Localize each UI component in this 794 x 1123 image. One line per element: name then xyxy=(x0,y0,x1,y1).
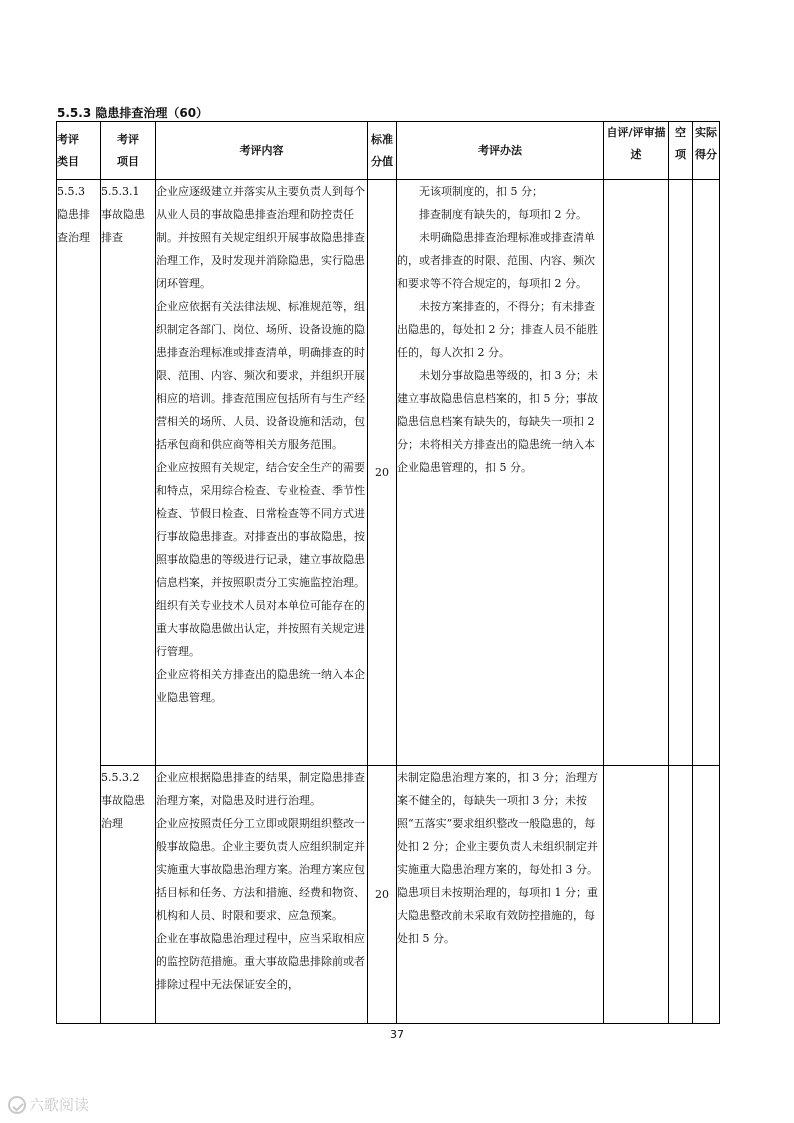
content-paragraph: 企业应根据隐患排查的结果，制定隐患排查治理方案，对隐患及时进行治理。 xyxy=(156,771,365,807)
content-cell xyxy=(156,180,368,766)
method-paragraph: 未按方案排查的，不得分；有未排查出隐患的，每处扣 2 分；排查人员不能胜任的，每人次扣 2 分。 xyxy=(397,300,598,359)
item-code: 5.5.3.2 xyxy=(101,771,140,784)
item-name: 事故隐患治理 xyxy=(101,794,145,830)
method-cell xyxy=(397,180,604,766)
score-cell: 20 xyxy=(368,180,397,766)
header-method: 考评办法 xyxy=(397,122,604,180)
header-blank: 空 项 xyxy=(669,122,693,180)
watermark-text: 六歌阅读 xyxy=(29,1096,90,1114)
method-paragraph: 无该项制度的，扣 5 分； xyxy=(419,185,543,198)
blank-cell xyxy=(669,766,693,1024)
watermark xyxy=(8,1094,89,1115)
content-paragraph: 企业应按照有关规定，结合安全生产的需要和特点，采用综合检查、专业检查、季节性检查、节假日检查、日常检查等不同方式进行事故隐患排查。对排查出的事故隐患，按照事故隐患的等级进行记录，建立事故隐患信息档案，并按照职责分工实施监控治理。组织有关专业技术人员对本单位可能存在的重大事故隐患做出认定，并按照有关规定进行管理。 xyxy=(156,461,365,658)
content-paragraph: 企业应依据有关法律法规、标准规范等，组织制定各部门、岗位、场所、设备设施的隐患排查治理标准或排查清单，明确排查的时限、范围、内容、频次和要求，并组织开展相应的培训。排查范围应包括所有与生产经营相关的场所、人员、设备设施和活动，包括承包商和供应商等相关方服务范围。 xyxy=(156,300,365,451)
content-cell xyxy=(156,766,368,1024)
header-content: 考评内容 xyxy=(156,122,368,180)
item-cell xyxy=(101,766,156,1024)
page-number: 37 xyxy=(390,1028,404,1041)
self-eval-cell xyxy=(604,766,669,1024)
method-paragraph: 未制定隐患治理方案的，扣 3 分；治理方案不健全的，每缺失一项扣 3 分；未按照“五落实”要求组织整改一般隐患的，每处扣 2 分；企业主要负责人未组织制定并实施重大隐患治理方案的，每处扣 3 分。隐患项目未按期治理的，每项扣 1 分；重大隐患整改前未采取有效防控措施的，每处扣 5 分。 xyxy=(397,771,598,945)
content-paragraph: 企业应将相关方排查出的隐患统一纳入本企业隐患管理。 xyxy=(156,668,365,704)
section-title: 5.5.3 隐患排查治理（60） xyxy=(57,106,209,120)
header-self-eval: 自评/评审描 述 xyxy=(604,122,669,180)
evaluation-table xyxy=(56,121,720,1024)
table-row xyxy=(57,180,720,766)
content-paragraph: 企业应逐级建立并落实从主要负责人到每个从业人员的事故隐患排查治理和防控责任制。并按照有关规定组织开展事故隐患排查治理工作，及时发现并消除隐患，实行隐患闭环管理。 xyxy=(156,185,365,290)
item-code: 5.5.3.1 xyxy=(101,185,140,198)
score-cell: 20 xyxy=(368,766,397,1024)
header-row xyxy=(57,122,720,180)
category-name: 隐患排查治理 xyxy=(57,208,90,244)
item-cell xyxy=(101,180,156,766)
header-category: 考评 类目 xyxy=(57,122,101,180)
table-row xyxy=(57,766,720,1024)
category-cell xyxy=(57,180,101,1024)
blank-cell xyxy=(669,180,693,766)
category-code: 5.5.3 xyxy=(57,185,85,198)
watermark-logo-icon xyxy=(8,1096,26,1114)
content-paragraph: 企业在事故隐患治理过程中，应当采取相应的监控防范措施。重大事故隐患排除前或者排除过程中无法保证安全的， xyxy=(156,932,365,991)
method-paragraph: 未划分事故隐患等级的，扣 3 分；未建立事故隐患信息档案的，扣 5 分；事故隐患信息档案有缺失的，每缺失一项扣 2 分；未将相关方排查出的隐患统一纳入本企业隐患管理的，扣 5 分。 xyxy=(397,369,598,474)
content-paragraph: 企业应按照责任分工立即或限期组织整改一般事故隐患。企业主要负责人应组织制定并实施重大事故隐患治理方案。治理方案应包括目标和任务、方法和措施、经费和物资、机构和人员、时限和要求、应急预案。 xyxy=(156,817,365,922)
method-paragraph: 排查制度有缺失的，每项扣 2 分。 xyxy=(419,208,587,221)
self-eval-cell xyxy=(604,180,669,766)
header-score: 标准 分值 xyxy=(368,122,397,180)
actual-score-cell xyxy=(693,766,720,1024)
item-name: 事故隐患排查 xyxy=(101,208,145,244)
method-paragraph: 未明确隐患排查治理标准或排查清单的，或者排查的时限、范围、内容、频次和要求等不符合规定的，每项扣 2 分。 xyxy=(397,231,595,290)
actual-score-cell xyxy=(693,180,720,766)
header-actual: 实际 得分 xyxy=(693,122,720,180)
method-cell xyxy=(397,766,604,1024)
header-item: 考评 项目 xyxy=(101,122,156,180)
